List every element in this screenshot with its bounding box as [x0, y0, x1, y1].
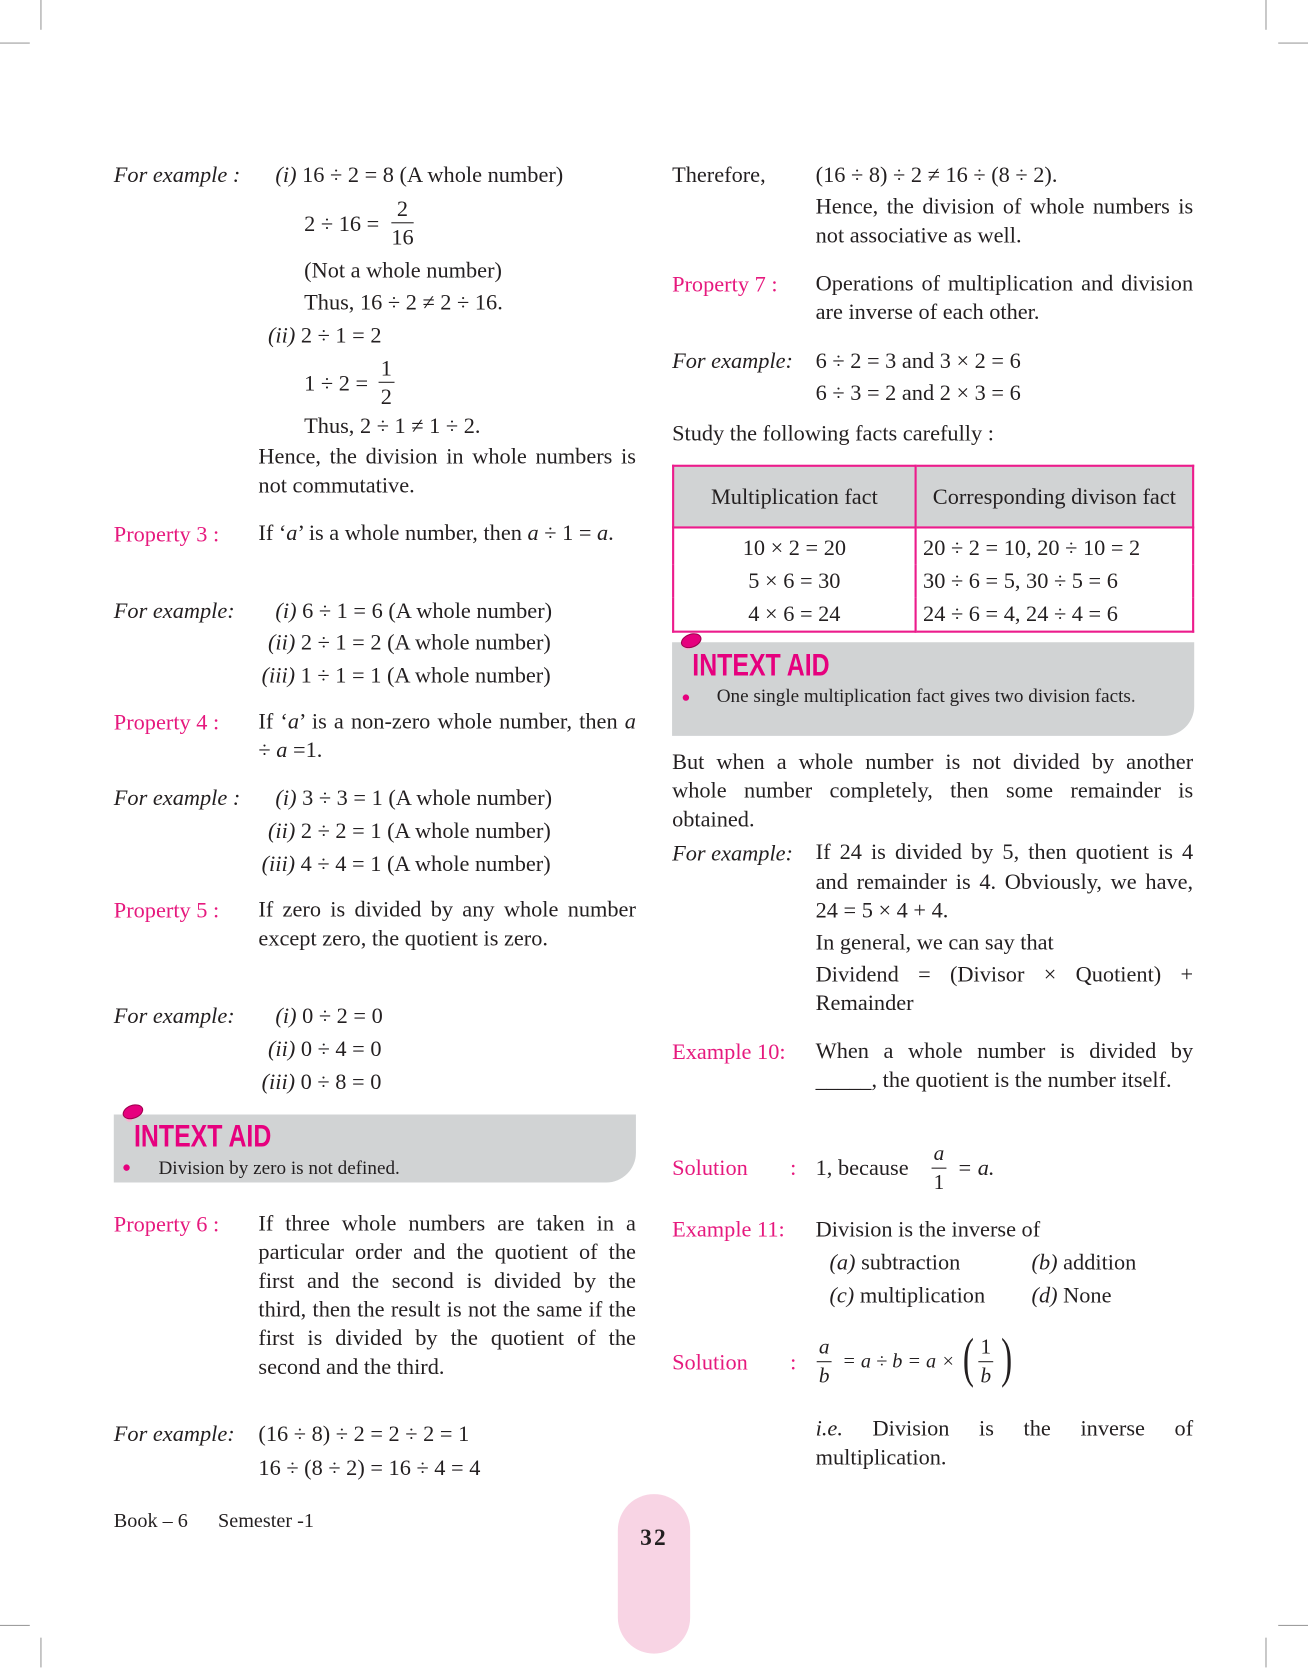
property-6-label: Property 6 : — [113, 1211, 220, 1237]
table-row: 4 × 6 = 24 24 ÷ 6 = 4, 24 ÷ 4 = 6 — [673, 598, 1193, 632]
example-line: (ii) 2 ÷ 1 = 2 (A whole number) — [267, 629, 551, 656]
dividend-formula: Dividend = (Divisor × Quotient) + Remainder — [815, 961, 1194, 1016]
crop-mark — [1278, 1625, 1308, 1626]
property-4-text: If ‘a’ is a non-zero whole number, then a ÷ a =1. — [258, 708, 636, 763]
crop-mark — [0, 43, 30, 44]
example-line: (iii) 0 ÷ 8 = 0 — [261, 1068, 382, 1095]
example-label: For example : — [113, 784, 241, 811]
solution-conclusion: i.e. Division is the inverse of multiplication. — [815, 1415, 1194, 1470]
solution-colon: : — [790, 1349, 797, 1375]
example-label: For example: — [113, 597, 235, 624]
study-heading: Study the following facts carefully : — [672, 420, 994, 446]
crop-mark — [0, 1625, 30, 1626]
table-row: 10 × 2 = 20 20 ÷ 2 = 10, 20 ÷ 10 = 2 — [673, 527, 1193, 564]
intext-aid-title: INTEXT AID — [133, 1118, 272, 1154]
example-label: For example : — [113, 161, 241, 188]
example-line: (i) 0 ÷ 2 = 0 — [275, 1002, 383, 1029]
example-line: 6 ÷ 3 = 2 and 2 × 3 = 6 — [815, 379, 1021, 406]
crop-mark — [1265, 1638, 1266, 1668]
table-header: Multiplication fact — [673, 466, 915, 528]
crop-mark — [1278, 43, 1308, 44]
solution-text: 1, because — [815, 1154, 909, 1181]
therefore-label: Therefore, — [672, 161, 766, 188]
property-3-label: Property 3 : — [113, 521, 220, 547]
intext-aid-text: One single multiplication fact gives two division facts. — [716, 684, 1136, 707]
right-paren: ) — [1001, 1328, 1013, 1389]
table-header: Corresponding divison fact — [916, 466, 1194, 528]
property-6-text: If three whole numbers are taken in a particular order and the quotient of the first and the second is divided by the third, then the result is not the same if the first is divided by the quotient of the second and the third. — [258, 1210, 636, 1380]
table-row: 5 × 6 = 30 30 ÷ 6 = 5, 30 ÷ 5 = 6 — [673, 565, 1193, 598]
facts-table — [672, 465, 1194, 633]
example-label: For example: — [672, 347, 794, 374]
option-a: (a) subtraction — [829, 1249, 961, 1276]
fraction: $\frac{a}{b}$ — [817, 1334, 832, 1390]
example-label: For example: — [113, 1420, 235, 1447]
intext-aid-title: INTEXT AID — [692, 647, 830, 683]
option-d: (d) None — [1031, 1282, 1112, 1308]
solution-colon: : — [790, 1154, 797, 1181]
solution-tail: = a. — [957, 1154, 995, 1181]
crop-mark — [40, 0, 41, 30]
example-11-text: Division is the inverse of — [815, 1216, 1041, 1243]
example-11-label: Example 11: — [672, 1216, 785, 1243]
fraction: $\frac{1}{b}$ — [978, 1334, 993, 1390]
option-b: (b) addition — [1031, 1249, 1137, 1276]
example-line: (iii) 1 ÷ 1 = 1 (A whole number) — [261, 662, 551, 689]
property-5-text: If zero is divided by any whole number except zero, the quotient is zero. — [258, 896, 636, 951]
example-line: 2 ÷ 16 = — [304, 210, 380, 237]
conclusion-text: Hence, the division in whole numbers is not commutative. — [258, 443, 636, 498]
fraction: $\frac{2}{16}$ — [391, 195, 414, 250]
solution-label: Solution — [672, 1154, 748, 1181]
example-line: (i) 6 ÷ 1 = 6 (A whole number) — [275, 597, 553, 624]
fraction: $\frac{1}{2}$ — [379, 354, 394, 410]
left-paren: ( — [962, 1328, 974, 1389]
page-number: 32 — [640, 1523, 668, 1551]
example-line: (Not a whole number) — [304, 257, 502, 283]
example-line: (iii) 4 ÷ 4 = 1 (A whole number) — [261, 850, 551, 877]
solution-label: Solution — [672, 1349, 748, 1375]
option-c: (c) multiplication — [829, 1282, 986, 1308]
page-number-badge — [618, 1494, 690, 1654]
example-line: (16 ÷ 8) ÷ 2 = 2 ÷ 2 = 1 — [258, 1420, 470, 1447]
therefore-text: Hence, the division of whole numbers is not associative as well. — [815, 193, 1194, 248]
example-10-label: Example 10: — [672, 1038, 786, 1065]
example-10-text: When a whole number is divided by _____, the quotient is the number itself. — [815, 1037, 1194, 1093]
property-7-text: Operations of multiplication and division are inverse of each other. — [815, 270, 1194, 325]
property-7-label: Property 7 : — [672, 271, 778, 297]
intext-aid-text: Division by zero is not defined. — [158, 1156, 400, 1179]
property-5-label: Property 5 : — [113, 897, 220, 924]
footer-book: Book – 6 — [113, 1510, 188, 1533]
example-line: (ii) 2 ÷ 2 = 1 (A whole number) — [267, 817, 551, 844]
example-label: For example: — [672, 840, 794, 866]
example-line: (i) 3 ÷ 3 = 1 (A whole number) — [275, 784, 553, 811]
bullet-icon — [123, 1164, 129, 1170]
fraction: $\frac{a}{1}$ — [932, 1140, 947, 1196]
example-line: Thus, 2 ÷ 1 ≠ 1 ÷ 2. — [304, 412, 481, 439]
example-line: 6 ÷ 2 = 3 and 3 × 2 = 6 — [815, 347, 1021, 374]
example-line: (ii) 0 ÷ 4 = 0 — [267, 1035, 382, 1062]
general-text: In general, we can say that — [815, 929, 1054, 955]
crop-mark — [40, 1638, 41, 1668]
property-3-text: If ‘a’ is a whole number, then a ÷ 1 = a. — [258, 520, 614, 546]
example-line: Thus, 16 ÷ 2 ≠ 2 ÷ 16. — [304, 289, 503, 315]
therefore-equation: (16 ÷ 8) ÷ 2 ≠ 16 ÷ (8 ÷ 2). — [815, 161, 1058, 188]
property-4-label: Property 4 : — [113, 709, 220, 735]
example-line: 1 ÷ 2 = — [304, 370, 369, 396]
bullet-icon — [683, 694, 689, 700]
crop-mark — [1265, 0, 1266, 30]
example-line: 16 ÷ (8 ÷ 2) = 16 ÷ 4 = 4 — [258, 1454, 481, 1481]
solution-equation: = a ÷ b = a × — [842, 1350, 955, 1373]
footer-semester: Semester -1 — [217, 1510, 314, 1533]
example-line: (ii) 2 ÷ 1 = 2 — [267, 322, 382, 348]
example-text: If 24 is divided by 5, then quotient is 4 and remainder is 4. Obviously, we have, 24 = 5 × 4 + 4. — [815, 839, 1194, 924]
example-line: (i) 16 ÷ 2 = 8 (A whole number) — [275, 161, 564, 188]
example-label: For example: — [113, 1002, 235, 1029]
remainder-paragraph: But when a whole number is not divided by another whole number completely, then some remainder is obtained. — [672, 748, 1194, 832]
